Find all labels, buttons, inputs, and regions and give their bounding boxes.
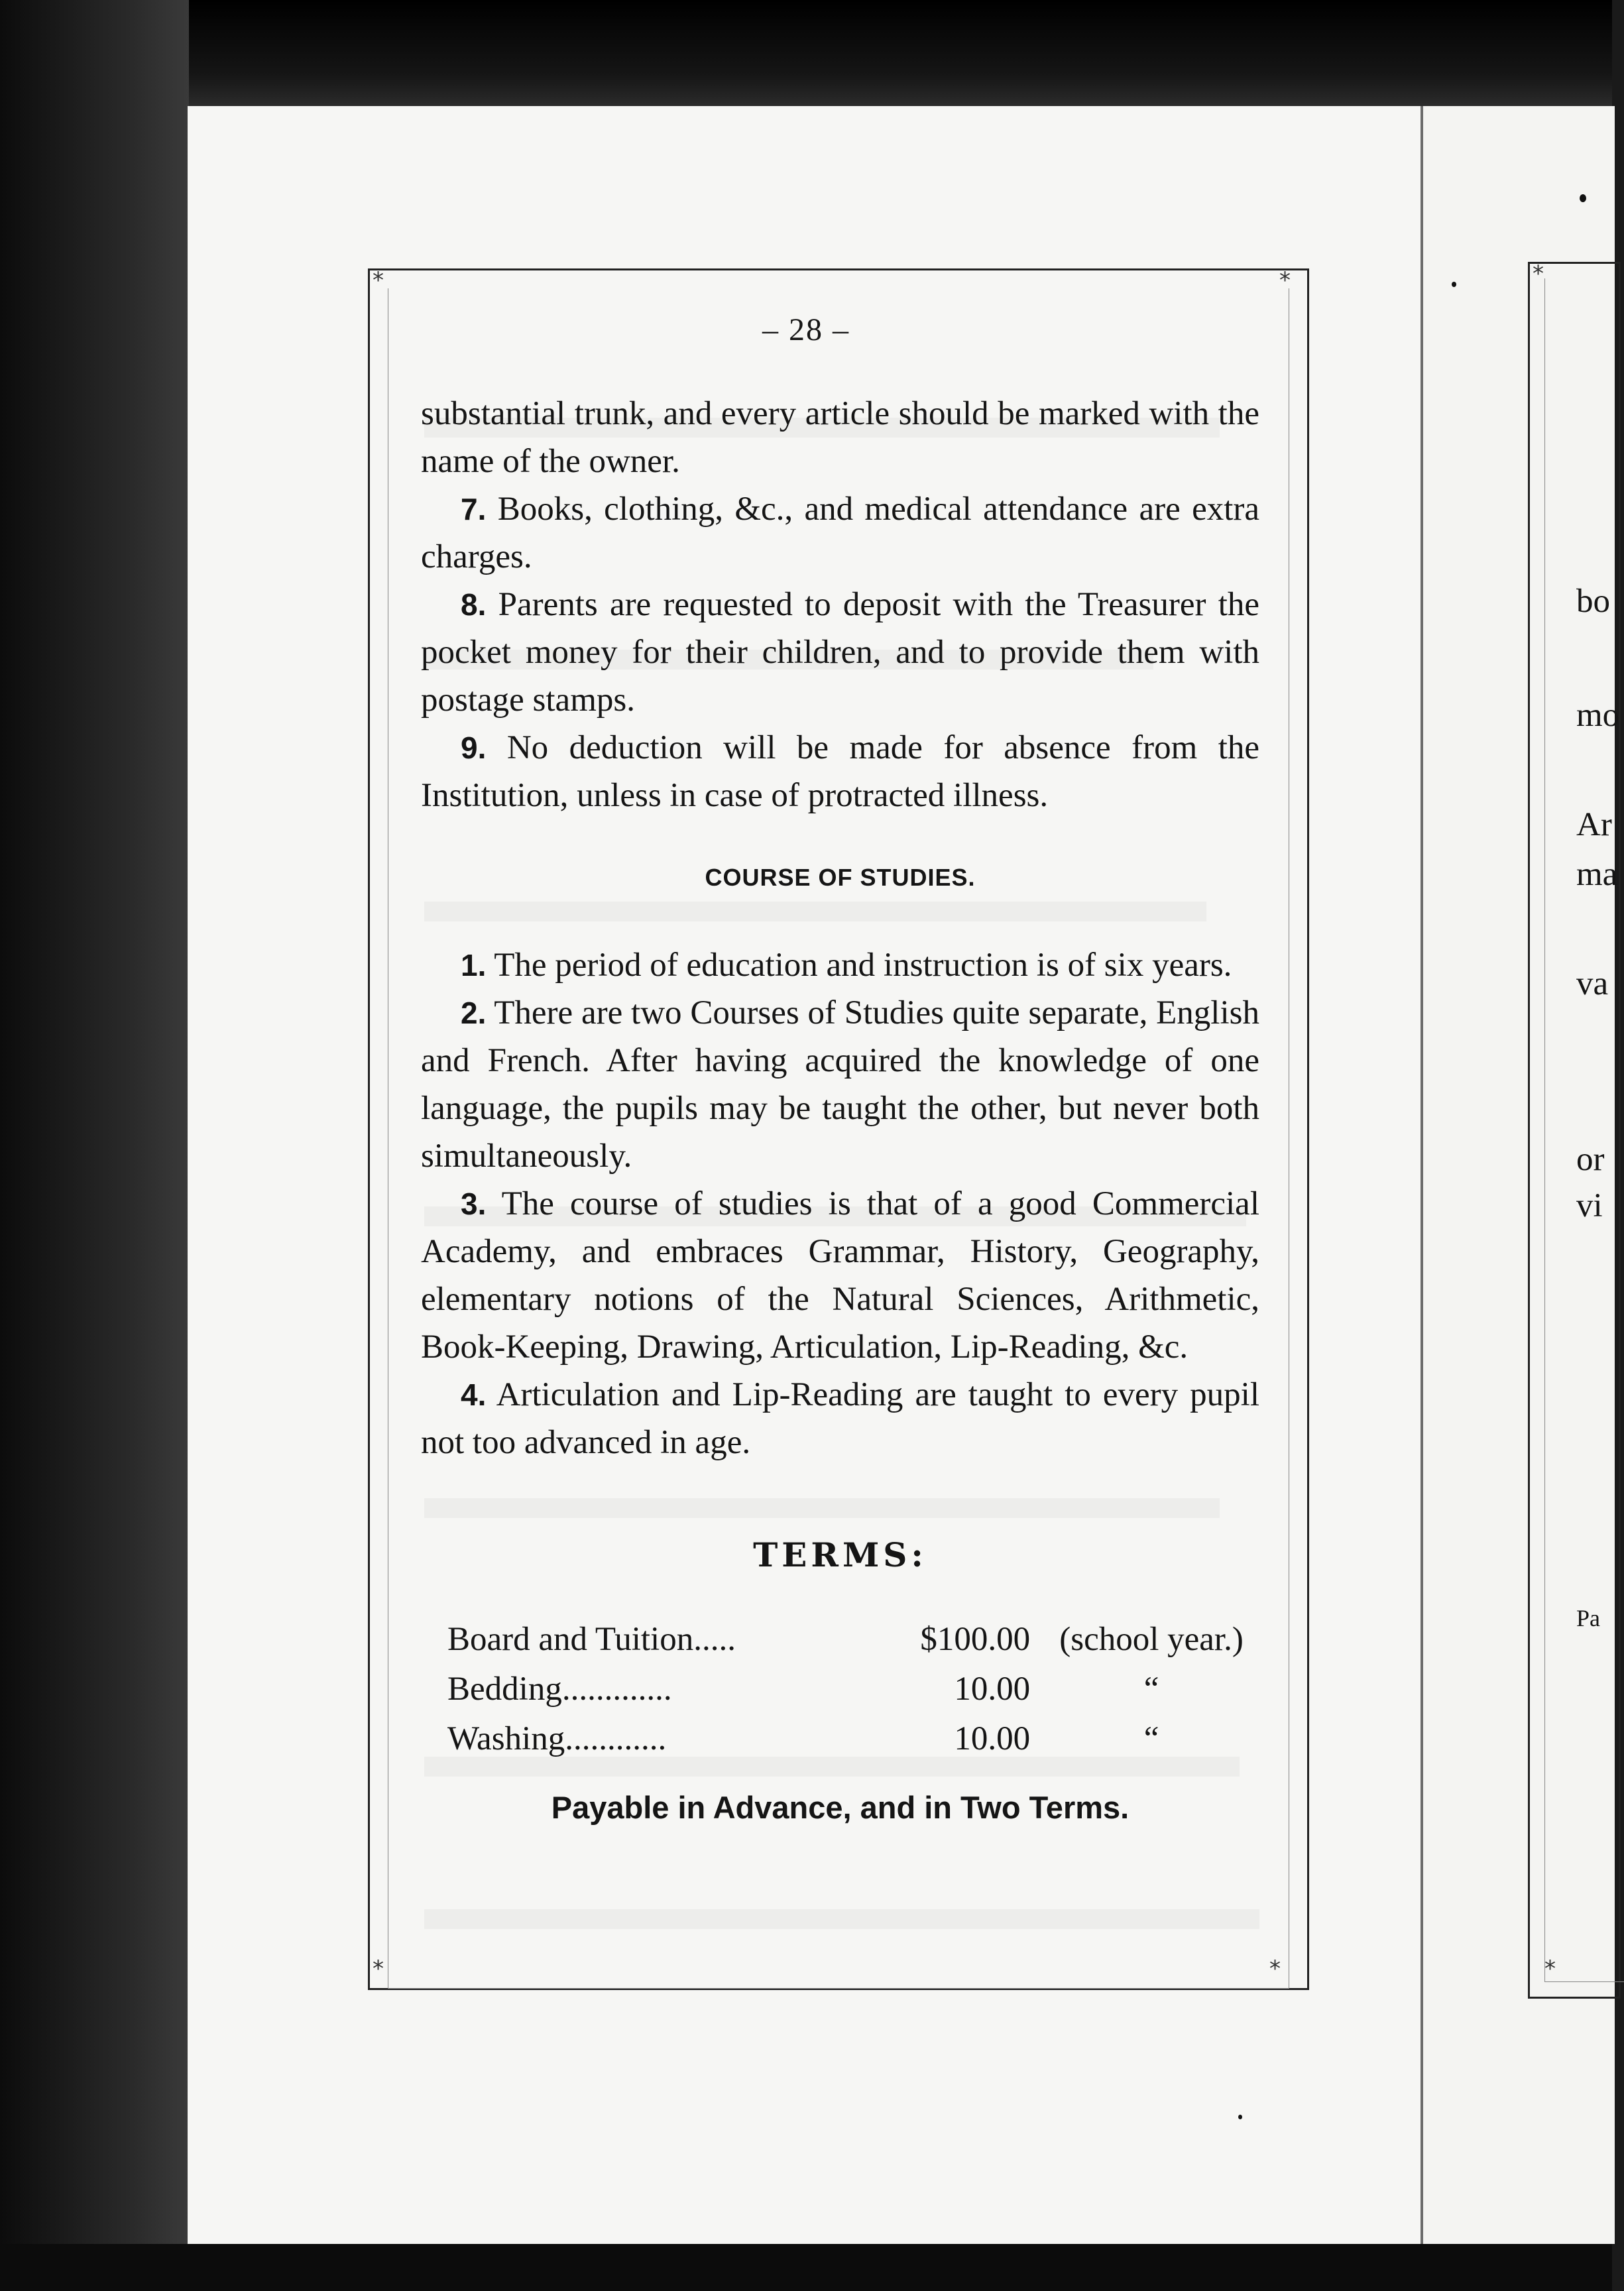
corner-star-icon: * [1544,1956,1556,1982]
page-number: – 28 – [762,312,850,347]
payment-note: Payable in Advance, and in Two Terms. [551,1790,1130,1825]
speck [1238,2115,1242,2119]
film-bottom-border [0,2244,1612,2291]
right-page-fragment: bo [1576,583,1610,620]
paragraph-text: Parents are requested to deposit with the Treasurer the pocket money for their children, and to provide them with postage stamps. [421,586,1260,719]
terms-row [421,1615,1259,1665]
course-item [421,989,1259,1180]
corner-star-icon: * [373,1956,384,1982]
terms-label: Washing............ [447,1720,667,1757]
course-heading: COURSE OF STUDIES. [705,864,976,891]
terms-row [421,1714,1259,1764]
terms-label: Bedding............. [447,1671,672,1708]
terms-note: “ [1143,1671,1159,1708]
terms-heading: TERMS: [753,1535,927,1574]
course-item [421,1180,1259,1371]
right-page-fragment: vi [1576,1187,1603,1224]
paragraph-number: 8. [461,587,487,622]
right-page-fragment: mo [1576,697,1620,734]
right-page-fragment: Ar [1576,806,1612,843]
course-item-number: 2. [461,996,487,1030]
right-page-fragment: va [1576,965,1609,1002]
course-item-text: The period of education and instruction is of six years. [494,947,1232,984]
paragraph-text: substantial trunk, and every article should be marked with the name of the owner. [421,395,1259,480]
film-top-border [0,0,1612,106]
corner-star-icon: * [1533,261,1544,287]
corner-star-icon: * [373,267,384,294]
course-item-number: 4. [461,1378,487,1412]
paragraph-number: 9. [461,731,487,765]
course-item-text: There are two Courses of Studies quite separate, English and French. After having acquired the knowledge of one language, the pupils may be taught the other, but never both simultaneously. [421,994,1259,1175]
course-item [421,1371,1259,1466]
corner-star-icon: * [1279,267,1291,294]
terms-amount: $100.00 [920,1621,1031,1658]
paragraph [421,485,1259,581]
right-page-fragment: ma [1576,856,1618,893]
paragraph [421,390,1259,485]
course-item-text: Articulation and Lip-Reading are taught to every pupil not too advanced in age. [421,1376,1259,1461]
paragraph-text: Books, clothing, &c., and medical attendance are extra charges. [421,491,1259,575]
paragraph [421,724,1259,819]
speck [1580,194,1586,202]
terms-amount: 10.00 [954,1671,1031,1708]
corner-star-icon: * [1269,1956,1281,1982]
paragraph [421,581,1259,724]
terms-label: Board and Tuition..... [447,1621,736,1658]
right-page-fragment: or [1576,1141,1605,1178]
paragraph-number: 7. [461,492,487,526]
course-item-number: 1. [461,948,487,982]
course-item-number: 3. [461,1187,487,1221]
course-item [421,941,1259,989]
right-page-fragment: Pa [1576,1605,1600,1631]
paragraph-text: No deduction will be made for absence from the Institution, unless in case of protracted illness. [421,729,1260,814]
speck [1452,282,1456,287]
terms-note: (school year.) [1059,1621,1244,1658]
terms-amount: 10.00 [954,1720,1031,1757]
terms-note: “ [1143,1720,1159,1757]
right-page-border-inner [1544,278,1624,1982]
terms-row [421,1665,1259,1714]
course-item-text: The course of studies is that of a good Commercial Academy, and embraces Grammar, History, Geography, elementary notions of the Natural Sciences, Arithmetic, Book-Keeping, Drawing, Articulation, Lip-Reading, &c. [421,1185,1259,1366]
page-body [421,390,1259,1832]
